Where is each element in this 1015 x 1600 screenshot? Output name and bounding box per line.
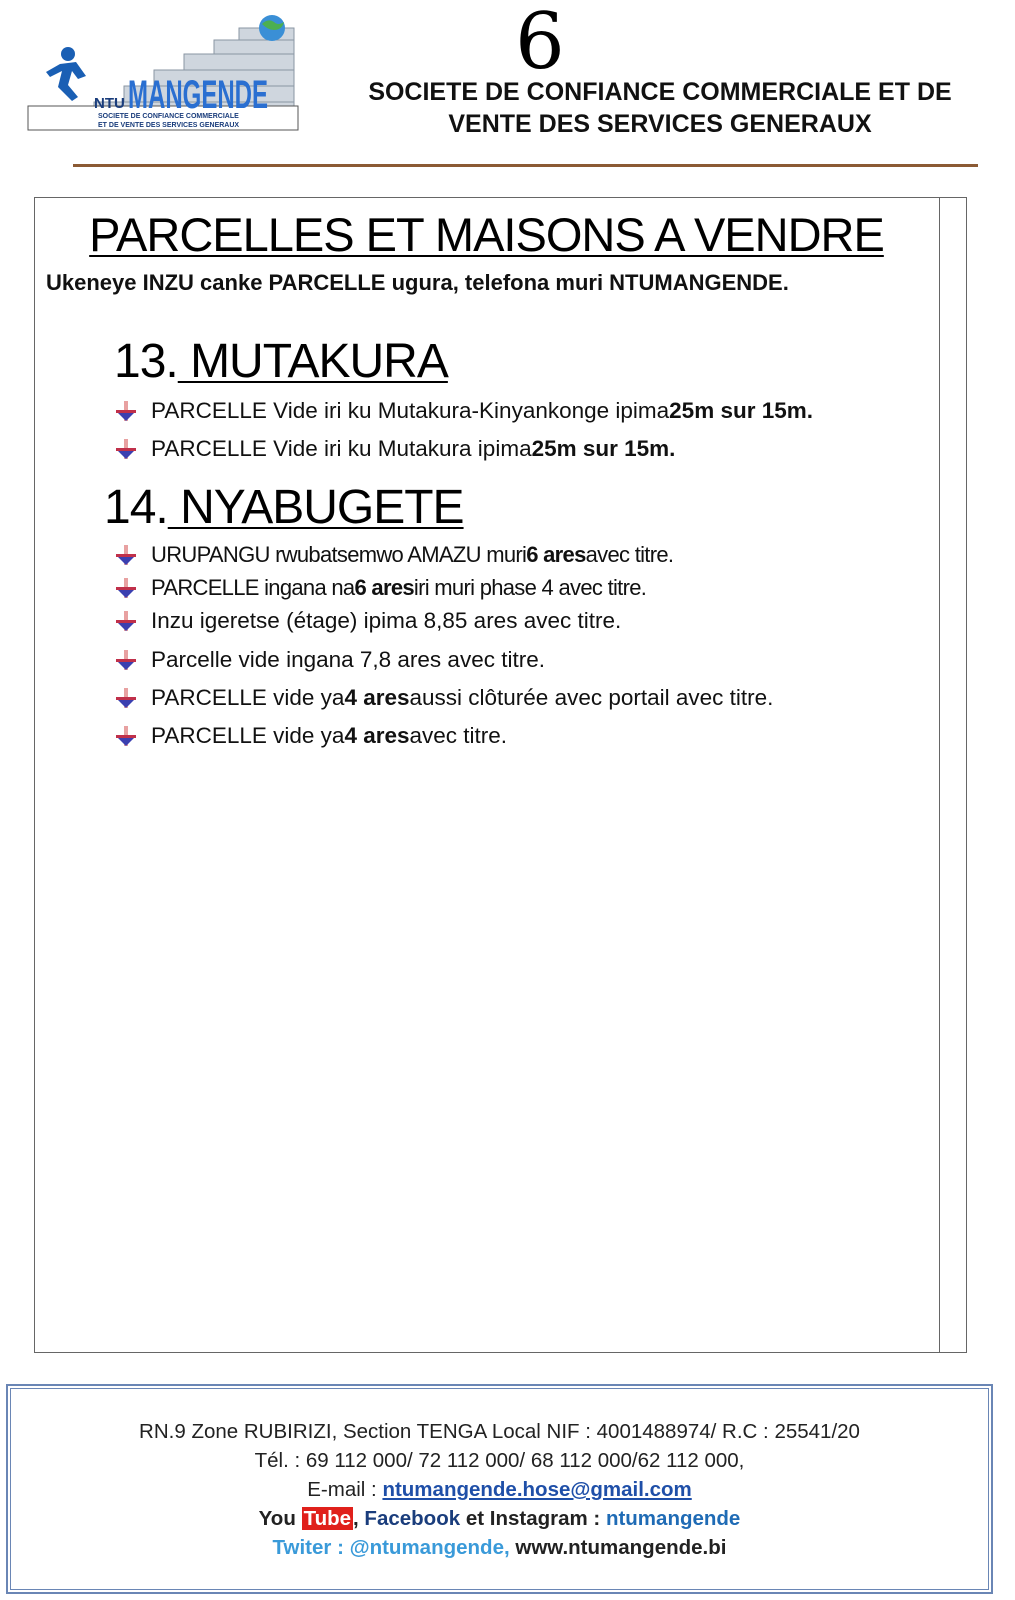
list-item-emphasis: 4 ares [344,685,410,710]
list-item-text: URUPANGU rwubatsemwo AMAZU muri [151,542,527,567]
content-frame-column-rule [939,197,940,1353]
list-item [115,540,673,570]
list-item [115,683,773,713]
section-number: 14. [104,481,168,534]
footer-web-line [10,1536,989,1560]
svg-text:MANGENDE: MANGENDE [128,73,268,117]
logo-subtext-2: ET DE VENTE DES SERVICES GENERAUX [98,122,240,129]
footer-social-line [10,1507,989,1531]
list-item [115,606,621,636]
section-name: NYABUGETE [167,481,464,534]
youtube-label-tube: Tube [303,1507,352,1530]
arrow-bullet-icon [115,610,137,632]
list-item-emphasis: 4 ares [344,723,410,748]
list-item-text-after: avec titre. [585,542,674,567]
section-number: 13. [114,335,178,388]
youtube-label-you: You [258,1507,302,1530]
list-item [115,721,507,751]
arrow-bullet-icon [115,438,137,460]
footer-address: RN.9 Zone RUBIRIZI, Section TENGA Local NIF : 4001488974/ R.C : 25541/20 [139,1420,860,1443]
list-item-emphasis: 6 ares [526,542,586,567]
arrow-bullet-icon [115,577,137,599]
section-heading-mutakura [114,336,448,388]
social-separator: , [353,1507,365,1530]
intro-text: Ukeneye INZU canke PARCELLE ugura, telefona muri NTUMANGENDE. [46,270,789,295]
company-name-line-2: VENTE DES SERVICES GENERAUX [448,110,872,138]
list-item-text: PARCELLE ingana na [151,575,355,600]
list-item [115,645,545,675]
list-item-text: PARCELLE vide ya [151,723,345,748]
footer-email-line [10,1478,989,1502]
list-item-text-after: avec titre. [409,723,508,748]
list-item [115,573,646,603]
page-number: 6 [515,0,565,87]
section-name: MUTAKURA [177,335,448,388]
list-item-emphasis: 25m sur 15m. [669,398,814,423]
list-item-text: PARCELLE Vide iri ku Mutakura-Kinyankonge ipima [151,398,670,423]
list-item-emphasis: 6 ares [354,575,414,600]
arrow-bullet-icon [115,649,137,671]
list-item [115,396,813,426]
list-item-text-after: aussi clôturée avec portail avec titre. [409,685,774,710]
twitter-handle: Twiter : @ntumangende, [272,1536,516,1559]
email-link[interactable]: ntumangende.hose@gmail.com [382,1478,692,1501]
website-link[interactable]: www.ntumangende.bi [515,1536,727,1559]
arrow-bullet-icon [115,544,137,566]
logo-prefix-text: NTU [94,95,125,112]
email-label: E-mail : [307,1478,383,1501]
facebook-label: Facebook [364,1507,461,1530]
footer-phone: Tél. : 69 112 000/ 72 112 000/ 68 112 000/62 112 000, [254,1449,745,1472]
arrow-bullet-icon [115,400,137,422]
company-logo [24,14,304,134]
header-divider [73,164,978,167]
list-item-text-after: iri muri phase 4 avec titre. [413,575,647,600]
page-title: PARCELLES ET MAISONS A VENDRE [89,208,884,261]
list-item-emphasis: 25m sur 15m. [531,436,676,461]
list-item [115,434,675,464]
arrow-bullet-icon [115,687,137,709]
section-heading-nyabugete [104,482,464,534]
list-item-text: PARCELLE Vide iri ku Mutakura ipima [151,436,532,461]
list-item-text: PARCELLE vide ya [151,685,345,710]
list-item-text: Parcelle vide ingana 7,8 ares avec titre. [151,647,545,672]
social-handle: ntumangende [605,1507,741,1530]
company-name-line-1: SOCIETE DE CONFIANCE COMMERCIALE ET DE [368,78,952,106]
arrow-bullet-icon [115,725,137,747]
list-item-text: Inzu igeretse (étage) ipima 8,85 ares avec titre. [151,608,622,633]
instagram-label: et Instagram : [460,1507,606,1530]
logo-subtext-1: SOCIETE DE CONFIANCE COMMERCIALE [98,113,239,120]
